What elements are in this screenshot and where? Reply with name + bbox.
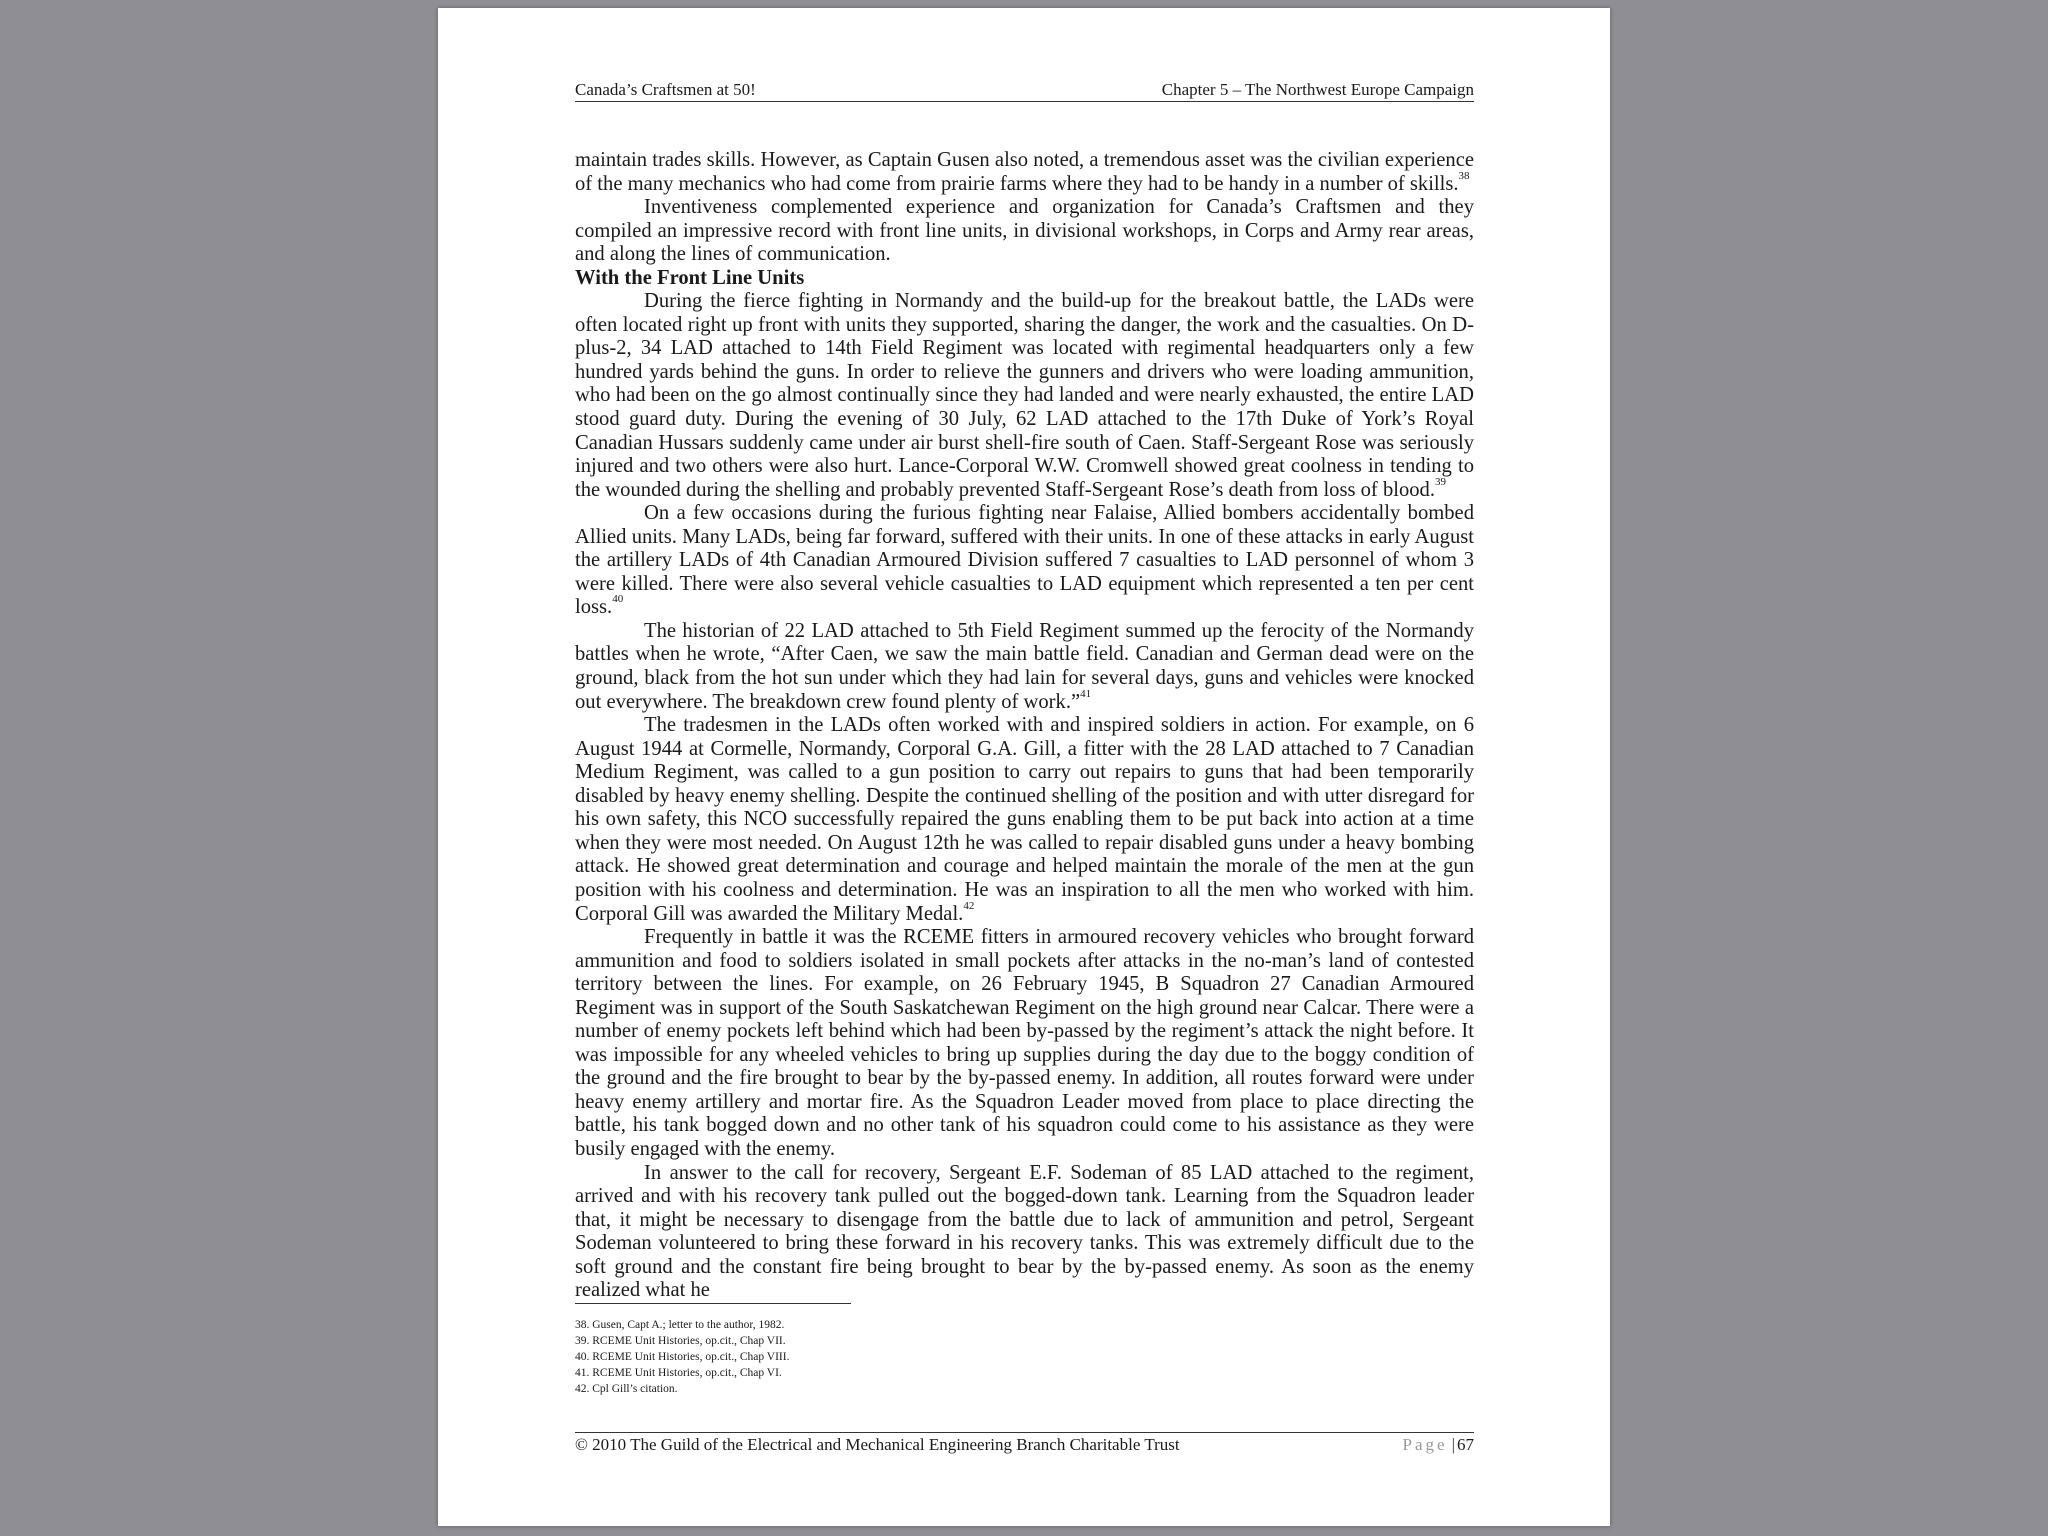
document-page	[438, 8, 1610, 1526]
paragraph: Inventiveness complemented experience and organization for Canada’s Craftsmen and they compiled an impressive record with front line units, in divisional workshops, in Corps and Army rear areas, and along the lines of communication.	[575, 196, 1474, 266]
header-chapter-title: Chapter 5 – The Northwest Europe Campaign	[1161, 80, 1474, 99]
footnote-item: 42. Cpl Gill’s citation.	[575, 1383, 678, 1395]
footnote-ref[interactable]: 42	[963, 899, 975, 912]
footnote-ref[interactable]: 41	[1080, 687, 1092, 700]
paragraph: On a few occasions during the furious fighting near Falaise, Allied bombers accidentally bombed Allied units. Many LADs, being far forward, suffered with their units. In one of these attacks in early August the artillery LADs of 4th Canadian Armoured Division suffered 7 casualties to LAD personnel of whom 3 were killed. There were also several vehicle casualties to LAD equipment which represented a ten per cent loss.$^{40}$	[575, 502, 1474, 619]
page-label: Page	[1402, 1435, 1448, 1454]
footnotes	[575, 1317, 1175, 1397]
footnote-item: 38. Gusen, Capt A.; letter to the author, 1982.	[575, 1319, 785, 1331]
paragraph: Frequently in battle it was the RCEME fitters in armoured recovery vehicles who brought forward ammunition and food to soldiers isolated in small pockets after attacks in the no-man’s land of contested territory between the lines. For example, on 26 February 1945, B Squadron 27 Canadian Armoured Regiment was in support of the South Saskatchewan Regiment on the high ground near Calcar. There were a number of enemy pockets left behind which had been by-passed by the regiment’s attack the night before. It was impossible for any wheeled vehicles to bring up supplies during the day due to the boggy condition of the ground and the fire brought to bear by the by-passed enemy. In addition, all routes forward were under heavy enemy artillery and mortar fire. As the Squadron Leader moved from place to place directing the battle, his tank bogged down and no other tank of his squadron could come to his assistance as they were busily engaged with the enemy.	[575, 926, 1474, 1160]
footnote-item: 40. RCEME Unit Histories, op.cit., Chap VIII.	[575, 1351, 790, 1363]
paragraph: The historian of 22 LAD attached to 5th Field Regiment summed up the ferocity of the Normandy battles when he wrote, “After Caen, we saw the main battle field. Canadian and German dead were on the ground, black from the hot sun under which they had lain for several days, guns and vehicles were knocked out everywhere. The breakdown crew found plenty of work.”$^{41}$	[575, 619, 1474, 713]
body-text	[575, 149, 1474, 1303]
footer-copyright: © 2010 The Guild of the Electrical and Mechanical Engineering Branch Charitable Trust	[575, 1435, 1180, 1454]
paragraph: maintain trades skills. However, as Captain Gusen also noted, a tremendous asset was the civilian experience of the many mechanics who had come from prairie farms where they had to be handy in a number of skills.$^{38}$	[575, 149, 1474, 195]
paragraph: In answer to the call for recovery, Sergeant E.F. Sodeman of 85 LAD attached to the regiment, arrived and with his recovery tank pulled out the bogged-down tank. Learning from the Squadron leader that, it might be necessary to disengage from the battle due to lack of ammunition and petrol, Sergeant Sodeman volunteered to bring these forward in his recovery tanks. This was extremely difficult due to the soft ground and the constant fire being brought to bear by the by-passed enemy. As soon as the enemy realized what he	[575, 1161, 1474, 1302]
page-header	[575, 80, 1474, 102]
page-separator: |	[1451, 1435, 1455, 1454]
section-heading: With the Front Line Units	[575, 266, 805, 289]
header-book-title: Canada’s Craftsmen at 50!	[575, 80, 756, 99]
footer-page-info	[1403, 1435, 1474, 1455]
footnote-divider	[575, 1303, 851, 1304]
footnote-item: 41. RCEME Unit Histories, op.cit., Chap VI.	[575, 1367, 782, 1379]
page-number: 67	[1457, 1435, 1474, 1454]
paragraph: The tradesmen in the LADs often worked with and inspired soldiers in action. For example, on 6 August 1944 at Cormelle, Normandy, Corporal G.A. Gill, a fitter with the 28 LAD attached to 7 Canadian Medium Regiment, was called to a gun position to carry out repairs to guns that had been temporarily disabled by heavy enemy shelling. Despite the continued shelling of the position and with utter disregard for his own safety, this NCO successfully repaired the guns enabling them to be put back into action at a time when they were most needed. On August 12th he was called to repair disabled guns under a heavy bombing attack. He showed great determination and courage and helped maintain the morale of the men at the gun position with his coolness and determination. He was an inspiration to all the men who worked with him. Corporal Gill was awarded the Military Medal.$^{42}$	[575, 714, 1474, 925]
footnote-item: 39. RCEME Unit Histories, op.cit., Chap VII.	[575, 1335, 786, 1347]
footnote-ref[interactable]: 39	[1435, 475, 1446, 488]
paragraph: During the fierce fighting in Normandy and the build-up for the breakout battle, the LADs were often located right up front with units they supported, sharing the danger, the work and the casualties. On D-plus-2, 34 LAD attached to 14th Field Regiment was located with regimental headquarters only a few hundred yards behind the guns. In order to relieve the gunners and drivers who were loading ammunition, who had been on the go almost continually since they had landed and were nearly exhausted, the entire LAD stood guard duty. During the evening of 30 July, 62 LAD attached to the 17th Duke of York’s Royal Canadian Hussars suddenly came under air burst shell-fire south of Caen. Staff-Sergeant Rose was seriously injured and two others were also hurt. Lance-Corporal W.W. Cromwell showed great coolness in tending to the wounded during the shelling and probably prevented Staff-Sergeant Rose’s death from loss of blood.$^{39}$	[575, 290, 1474, 501]
page-footer	[575, 1432, 1474, 1455]
footnote-ref[interactable]: 38	[1458, 169, 1470, 182]
footnote-ref[interactable]: 40	[612, 593, 624, 606]
